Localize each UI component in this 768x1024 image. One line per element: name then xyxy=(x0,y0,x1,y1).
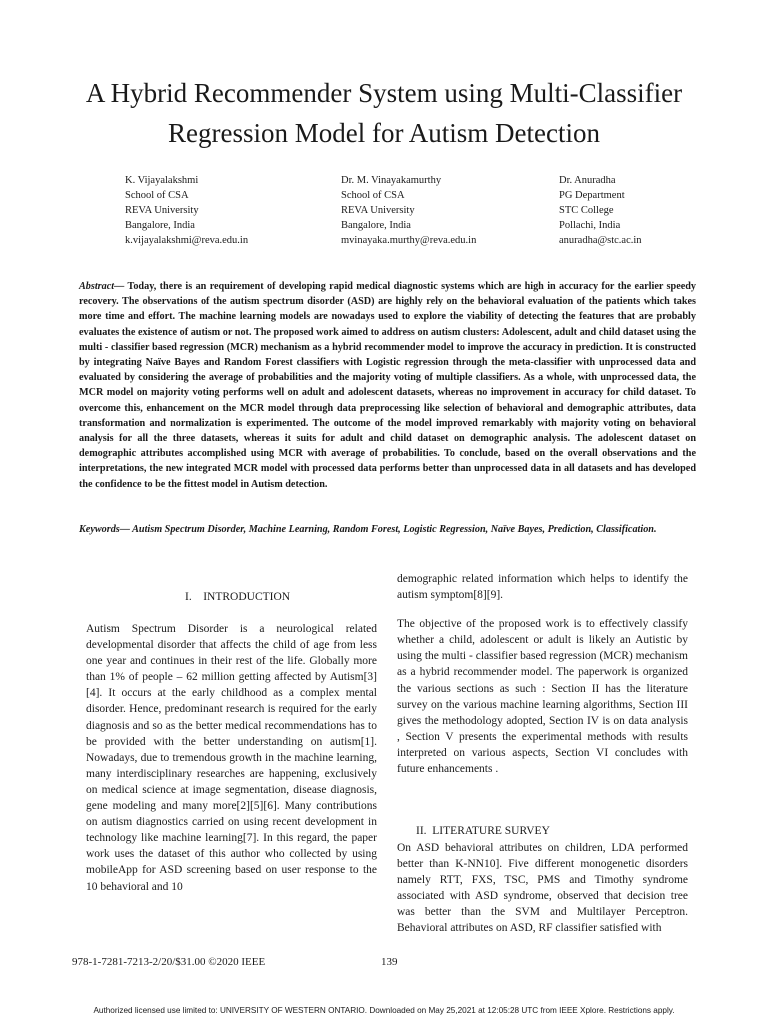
abstract xyxy=(79,279,696,492)
literature-column xyxy=(397,840,688,937)
author-city: Bangalore, India xyxy=(125,220,195,231)
author-block-2 xyxy=(341,173,541,248)
literature-paragraph-1: On ASD behavioral attributes on children, LDA performed better than K-NN10]. Five different monogenetic disorders namely RTT, FXS, TSC, PMS and Timothy syndrome associated with ASD syndrome, observed that decision tree was better than the SVM and Multilayer Perceptron. Behavioral attributes on ASD, RF classifier satisfied with xyxy=(397,842,688,935)
author-department: School of CSA xyxy=(125,190,189,201)
keywords xyxy=(79,522,696,537)
section-heading-introduction: I. INTRODUCTION xyxy=(185,591,291,603)
author-block-1 xyxy=(125,173,325,248)
author-name: Dr. Anuradha xyxy=(559,175,616,186)
page-number: 139 xyxy=(381,956,398,968)
author-city: Pollachi, India xyxy=(559,220,621,231)
section-heading-literature-survey: II. LITERATURE SURVEY xyxy=(416,825,550,837)
left-column xyxy=(86,621,377,895)
keywords-text: Autism Spectrum Disorder, Machine Learning, Random Forest, Logistic Regression, Naïve Bayes, Prediction, Classification. xyxy=(132,524,657,535)
author-organization: REVA University xyxy=(341,205,415,216)
author-department: PG Department xyxy=(559,190,625,201)
author-email: mvinayaka.murthy@reva.edu.in xyxy=(341,235,477,246)
author-name: K. Vijayalakshmi xyxy=(125,175,199,186)
author-organization: STC College xyxy=(559,205,614,216)
footer-isbn: 978-1-7281-7213-2/20/$31.00 ©2020 IEEE xyxy=(72,956,266,968)
keywords-lead: Keywords— xyxy=(79,524,130,535)
author-department: School of CSA xyxy=(341,190,405,201)
abstract-lead: Abstract— xyxy=(79,281,125,292)
author-email: k.vijayalakshmi@reva.edu.in xyxy=(125,235,249,246)
right-column xyxy=(397,571,688,777)
author-organization: REVA University xyxy=(125,205,199,216)
introduction-paragraph-1-continued: demographic related information which helps to identify the autism symptom[8][9]. xyxy=(397,573,688,602)
abstract-text: Today, there is an requirement of developing rapid medical diagnostic systems which are high in accuracy for the earlier speedy recovery. The observations of the autism spectrum disorder (ASD) are highly rely on the behavioral evaluation of the patients which takes more time and effort. The machine learning models are nowadays used to explore the viability of detecting the features that are probably evaluates the existence of autism or not. The proposed work aimed to address on autism clusters: Adolescent, adult and child dataset using the multi - classifier based regression (MCR) mechanism as a hybrid recommender model to improve the accuracy in prediction. It is constructed by integrating Naïve Bayes and Random Forest classifiers with Logistic regression through the meta-classifier with unprocessed data and evaluated by considering the average of probabilities and the majority voting of multiple classifiers. As a whole, with unprocessed data, the MCR model on majority voting performs well on adult and adolescent datasets, whereas no improvement in accuracy for child dataset. To overcome this, enhancement on the MCR model through data preprocessing like selection of behavioral and demographic attributes, data transformation and normalization is experimented. The outcome of the model improved remarkably with majority voting on behavioral analysis for all the three datasets, whereas it suits for adult and child dataset on demographic analysis. The adolescent dataset on demographic attributes accomplished using MCR with average of probabilities. To conclude, based on the overall observations and the interpretations, the new integrated MCR model with processed data performs better than unprocessed data in all datasets and has developed the confidence to be the fittest model in Autism detection. xyxy=(79,281,696,490)
author-city: Bangalore, India xyxy=(341,220,411,231)
author-name: Dr. M. Vinayakamurthy xyxy=(341,175,442,186)
introduction-paragraph-2: The objective of the proposed work is to effectively classify whether a child, adolescent or adult is likely an Autistic by using the multi - classifier based regression (MCR) mechanism as a hybrid recommender model. The paperwork is organized the various sections as such : Section II has the literature survey on the various machine learning algorithms, Section III gives the methodology adopted, Section IV is on data analysis , Section V presents the experimental methods with results interpreted on various aspects, Section VI concludes with future enhancements . xyxy=(397,618,688,776)
license-notice: Authorized licensed use limited to: UNIVERSITY OF WESTERN ONTARIO. Downloaded on May 25,2021 at 12:05:28 UTC from IEEE Xplore. Restrictions apply. xyxy=(93,1006,675,1015)
introduction-paragraph-1: Autism Spectrum Disorder is a neurological related developmental disorder that affects the child of age from less one year and continues in their rest of the life. Globally more than 1% of people – 62 million getting affected by Autism[3][4]. It occurs at the early childhood as a complex mental disorder. Hence, predominant research is required for the early diagnosis and so as the better medical recommendations has to be provided with the better understanding on autism[1]. Nowadays, due to tremendous growth in the machine learning, many interdisciplinary researches are happening, exclusively on medical science at image segmentation, disease diagnosis, gene modeling and many more[2][5][6]. Many contributions on autism diagnostics carried on using recent development in technology like machine learning[7]. In this regard, the paper work uses the dataset of this author who collected by using mobileApp for ASD screening based on user response to the 10 behavioral and 10 xyxy=(86,623,377,893)
author-block-3 xyxy=(559,173,759,248)
author-email: anuradha@stc.ac.in xyxy=(559,235,642,246)
paper-title: A Hybrid Recommender System using Multi-Classifier Regression Model for Autism Detection xyxy=(85,78,683,148)
